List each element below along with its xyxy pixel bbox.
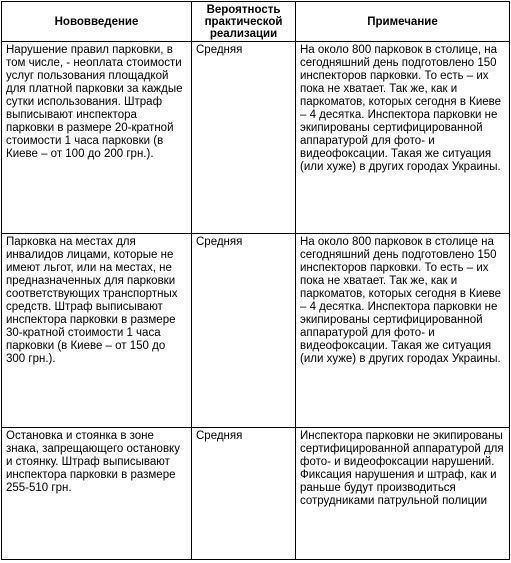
header-probability: Вероятность практической реализации xyxy=(192,2,296,42)
cell-probability: Средняя xyxy=(192,234,296,428)
cell-innovation: Остановка и стоянка в зоне знака, запрещающего остановку и стоянку. Штраф выписывают инспектора парковки в размере 255-510 грн. xyxy=(2,428,192,560)
table-row xyxy=(2,234,510,428)
header-innovation: Нововведение xyxy=(2,2,192,42)
table-row xyxy=(2,42,510,234)
innovations-table xyxy=(1,1,510,560)
cell-innovation: Нарушение правил парковки, в том числе, - неоплата стоимости услуг пользования площадкой для платной парковки за каждые сутки использования. Штраф выписывают инспектора парковки в размере 20-кратной стоимости 1 часа парковки (в Киеве – от 100 до 200 грн.). xyxy=(2,42,192,234)
cell-note: Инспектора парковки не экипированы сертифицированной аппаратурой для фото- и видеофоксации нарушений. Фиксация нарушения и штраф, как и раньше будут производиться сотрудниками патрульной полиции xyxy=(296,428,510,560)
table-row xyxy=(2,428,510,560)
cell-probability: Средняя xyxy=(192,428,296,560)
cell-note: На около 800 парковок в столице на сегодняшний день подготовлено 150 инспекторов парковки. То есть – их пока не хватает. Так же, как и паркоматов, которых сегодня в Киеве – 4 десятка. Инспектора парковки не экипированы сертифицированной аппаратурой для фото- и видеофоксации. Такая же ситуация (или хуже) в других городах Украины. xyxy=(296,234,510,428)
table-header-row xyxy=(2,2,510,42)
cell-probability: Средняя xyxy=(192,42,296,234)
cell-note: На около 800 парковок в столице, на сегодняшний день подготовлено 150 инспекторов парковки. То есть – их пока не хватает. Так же, как и паркоматов, которых сегодня в Киеве – 4 десятка. Инспектора парковки не экипированы сертифицированной аппаратурой для фото- и видеофоксации. Такая же ситуация (или хуже) в других городах Украины. xyxy=(296,42,510,234)
cell-innovation: Парковка на местах для инвалидов лицами, которые не имеют льгот, или на местах, не предназначенных для парковки соответствующих транспортных средств. Штраф выписывают инспектора парковки в размере 30-кратной стоимости 1 часа парковки (в Киеве – от 150 до 300 грн.). xyxy=(2,234,192,428)
header-note: Примечание xyxy=(296,2,510,42)
